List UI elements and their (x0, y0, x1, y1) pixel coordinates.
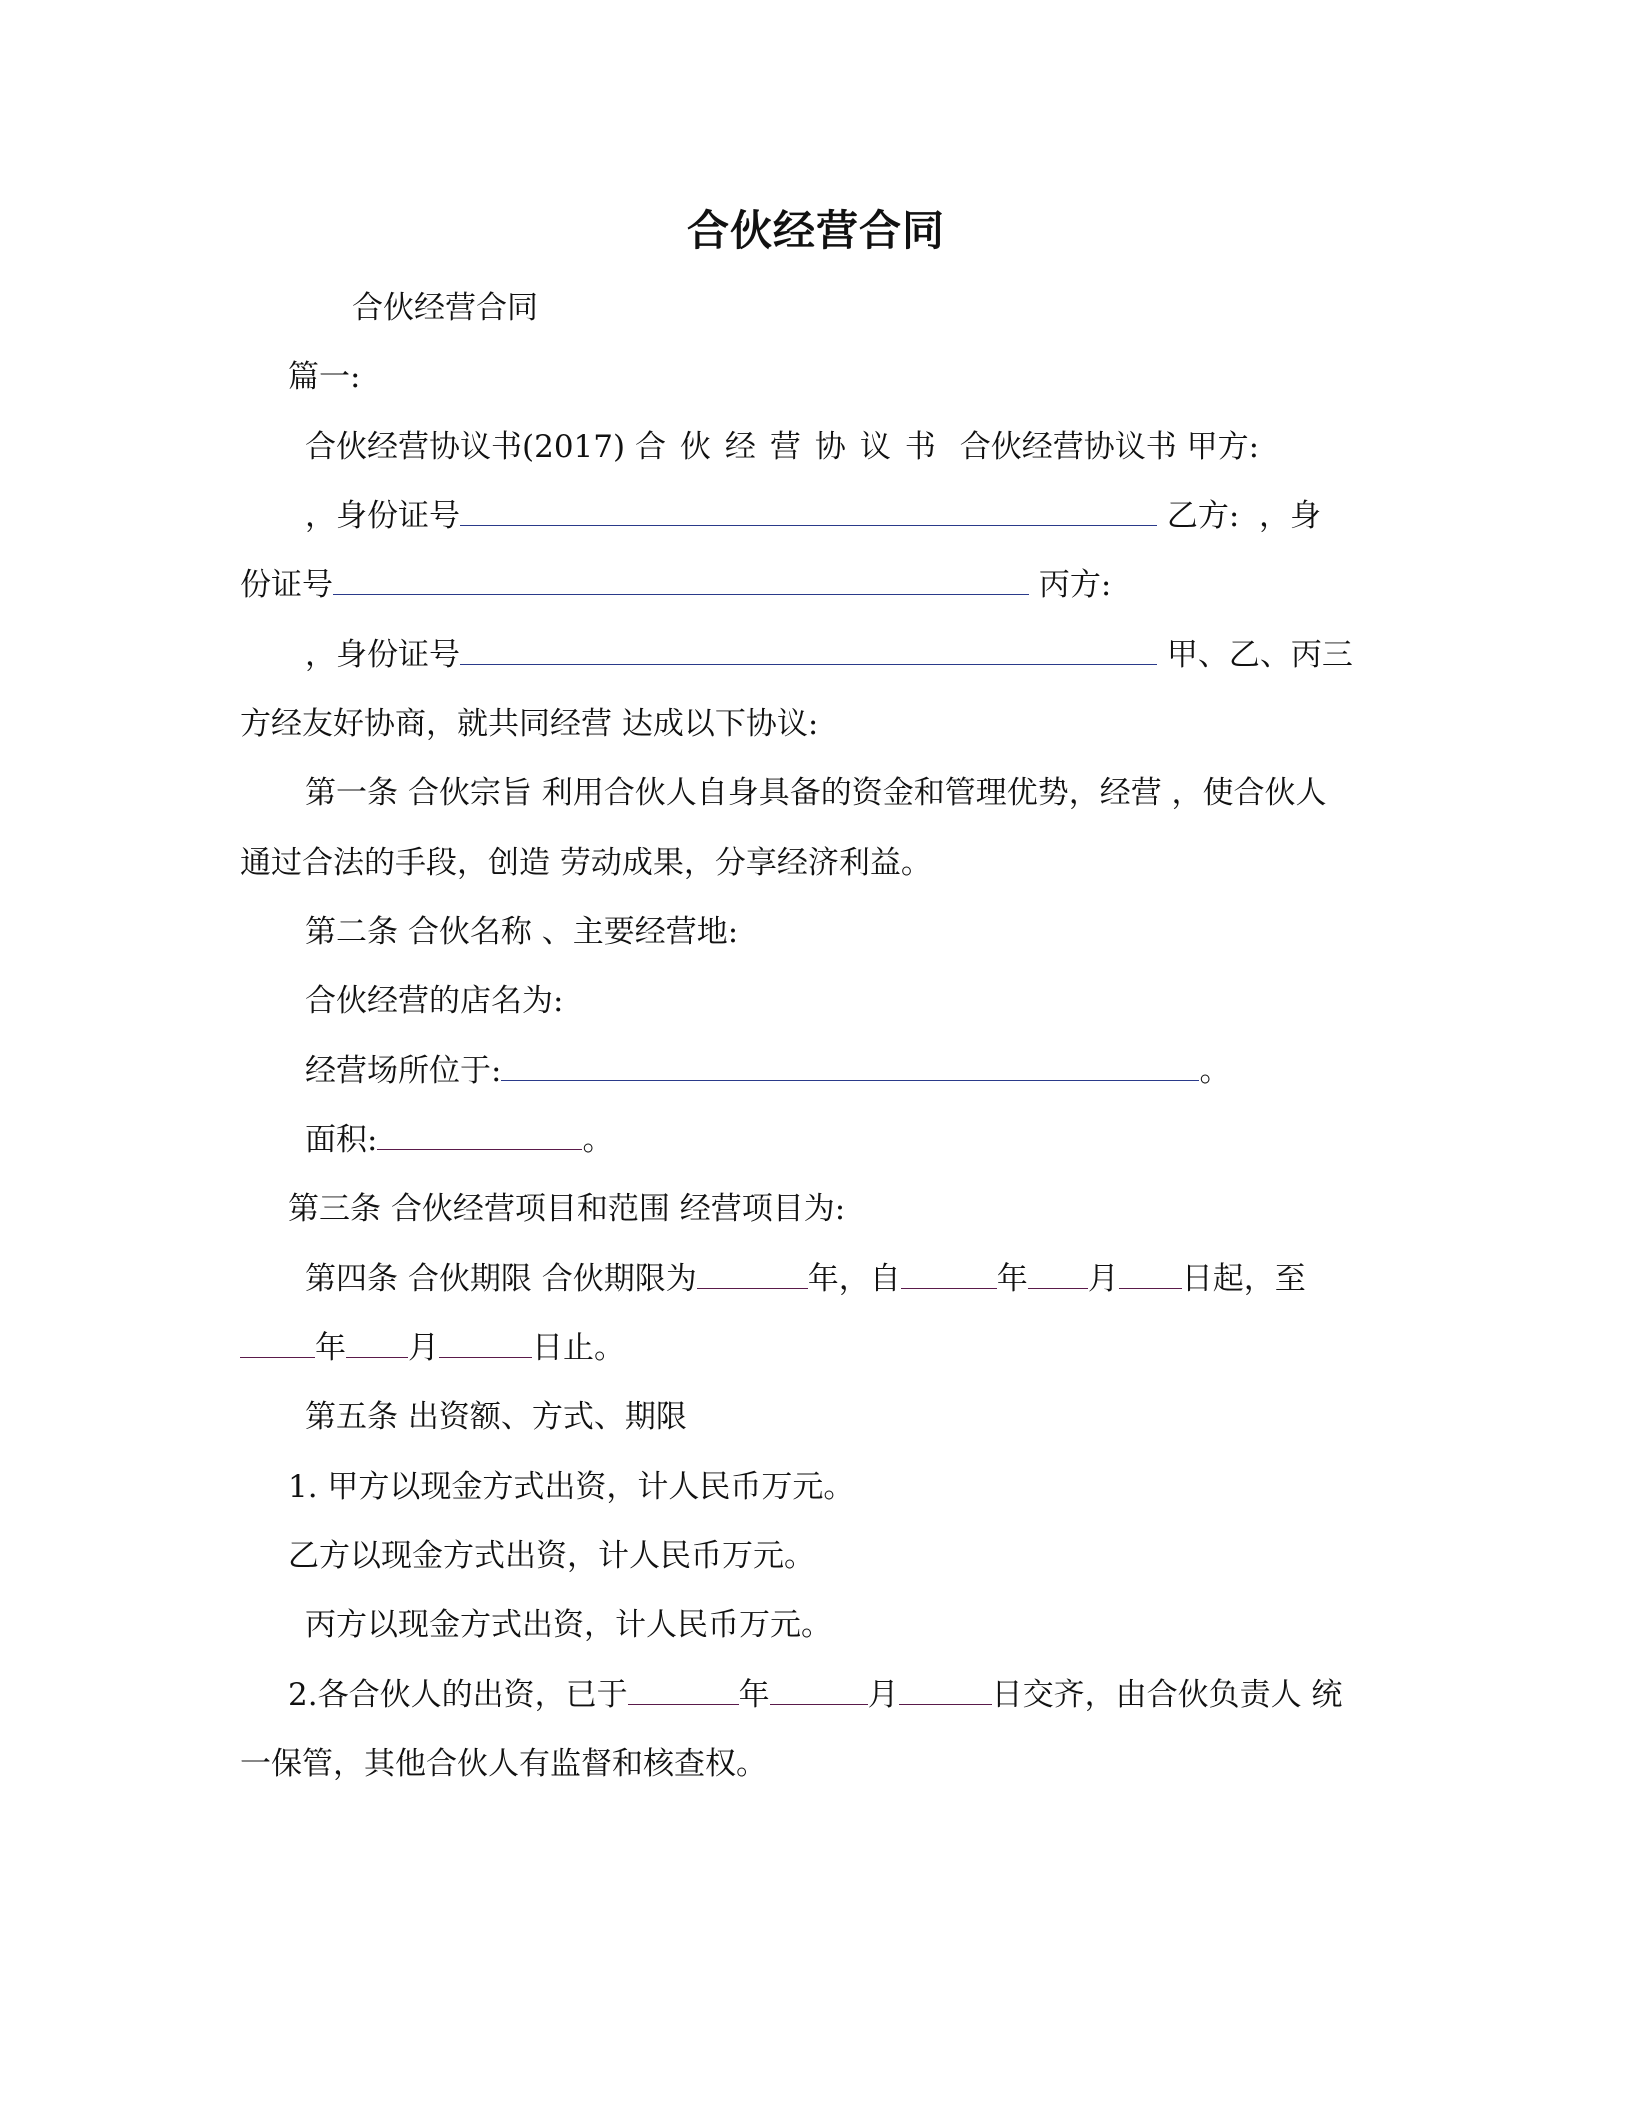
paragraph: 方经友好协商，就共同经营 达成以下协议: (240, 706, 819, 742)
contribution-month-blank[interactable] (770, 1703, 868, 1705)
text: 日止。 (532, 1330, 625, 1366)
location-blank[interactable] (501, 1079, 1199, 1081)
paragraph (305, 1259, 1306, 1299)
paragraph (240, 565, 1111, 605)
text: 年，自 (807, 1261, 901, 1297)
paragraph (305, 496, 1321, 536)
text: 乙方: ，身 (1157, 498, 1322, 534)
text: 合伙经营协议书(2017) (305, 429, 635, 465)
text: 份证号 (240, 567, 333, 603)
paragraph: 第三条 合伙经营项目和范围 经营项目为: (288, 1191, 846, 1227)
text: 日起，至 (1181, 1261, 1306, 1297)
text: 月 (1087, 1261, 1119, 1297)
start-month-blank[interactable] (1028, 1287, 1088, 1289)
text: 年 (996, 1261, 1028, 1297)
text: 丙方: (1029, 567, 1112, 603)
party-c-id-blank[interactable] (460, 663, 1157, 665)
text: 月 (408, 1330, 439, 1366)
text: 。 (1199, 1053, 1231, 1089)
contribution-day-blank[interactable] (899, 1703, 992, 1705)
paragraph: 合伙经营的店名为: (305, 983, 564, 1019)
paragraph: 通过合法的手段，创造 劳动成果，分享经济利益。 (240, 845, 932, 881)
text: 2.各合伙人的出资，已于 (288, 1677, 628, 1713)
text: ，身份证号 (305, 637, 460, 673)
area-blank[interactable] (377, 1148, 582, 1150)
paragraph (305, 635, 1353, 675)
text: 合伙经营协议书 甲方: (949, 429, 1260, 465)
end-year-blank[interactable] (240, 1356, 315, 1358)
paragraph (305, 1051, 1230, 1091)
text: 年 (315, 1330, 346, 1366)
start-year-blank[interactable] (901, 1287, 997, 1289)
paragraph: 第二条 合伙名称 、主要经营地: (305, 914, 739, 950)
text: 面积: (305, 1122, 378, 1158)
subtitle: 合伙经营合同 (352, 290, 538, 326)
text: 第四条 合伙期限 合伙期限为 (305, 1261, 697, 1297)
text: 合伙经营协议书 (634, 429, 950, 465)
paragraph: 1. 甲方以现金方式出资，计人民币万元。 (288, 1469, 855, 1505)
document-title: 合伙经营合同 (686, 206, 945, 255)
text: 经营场所位于: (305, 1053, 502, 1089)
section-label: 篇一: (288, 359, 361, 395)
end-day-blank[interactable] (439, 1356, 532, 1358)
term-years-blank[interactable] (697, 1287, 808, 1289)
text: 日交齐，由合伙负责人 统 (991, 1677, 1343, 1713)
end-month-blank[interactable] (346, 1356, 408, 1358)
paragraph (240, 1328, 625, 1368)
paragraph (305, 427, 1259, 467)
text: 。 (582, 1122, 614, 1158)
text: ，身份证号 (305, 498, 460, 534)
paragraph: 丙方以现金方式出资，计人民币万元。 (305, 1607, 832, 1643)
paragraph: 乙方以现金方式出资，计人民币万元。 (288, 1538, 815, 1574)
start-day-blank[interactable] (1119, 1287, 1182, 1289)
text: 甲、乙、丙三 (1157, 637, 1353, 673)
party-b-id-blank-2[interactable] (333, 593, 1029, 595)
paragraph (288, 1675, 1342, 1715)
contribution-year-blank[interactable] (628, 1703, 739, 1705)
text: 年 (738, 1677, 770, 1713)
party-b-id-blank[interactable] (460, 524, 1157, 526)
paragraph: 第一条 合伙宗旨 利用合伙人自身具备的资金和管理优势，经营 ，使合伙人 (305, 775, 1327, 811)
text: 月 (867, 1677, 899, 1713)
paragraph: 第五条 出资额、方式、期限 (305, 1399, 687, 1435)
paragraph (305, 1120, 613, 1160)
paragraph: 一保管，其他合伙人有监督和核查权。 (240, 1746, 767, 1782)
